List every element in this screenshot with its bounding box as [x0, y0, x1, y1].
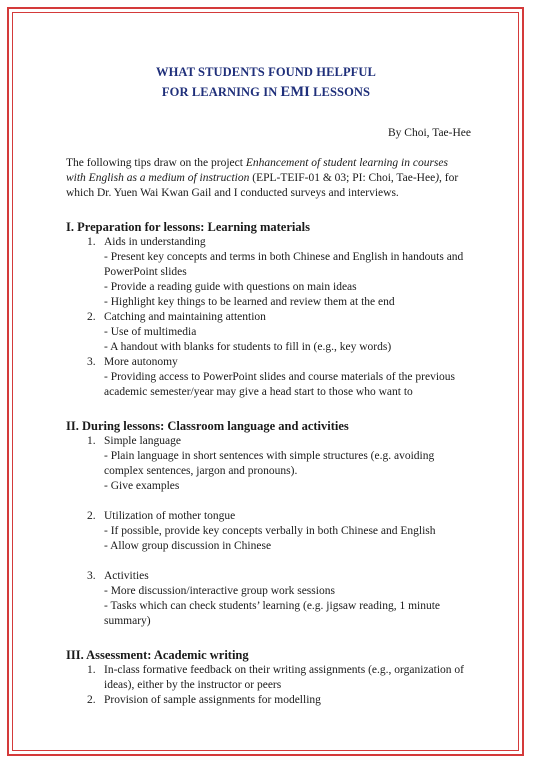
intro-close-paren: ) — [435, 172, 440, 184]
author-line: By Choi, Tae-Hee — [388, 127, 471, 139]
list-item-detail: - If possible, provide key concepts verbally in both Chinese and English — [104, 525, 436, 537]
section-heading: III. Assessment: Academic writing — [66, 648, 249, 662]
list-item-number: 3. — [87, 570, 96, 582]
intro-project-code: (EPL-TEIF-01 & 03; PI: Choi, Tae-Hee — [249, 172, 436, 184]
list-item-number: 3. — [87, 356, 96, 368]
list-item-title: In-class formative feedback on their writing assignments (e.g., organization of ideas), either by the instructor or peers — [104, 664, 465, 691]
title-line-2-prefix: FOR LEARNING IN — [161, 85, 281, 99]
list-item — [66, 509, 466, 554]
list-item-title: Simple language — [104, 435, 181, 447]
intro-project-title: Enhancement of student learning in courses with English as a medium of instruction — [66, 157, 448, 184]
section-list — [66, 434, 466, 629]
title-line-2-suffix: LESSONS — [309, 85, 371, 99]
document-title — [66, 62, 466, 102]
list-item-detail: - Plain language in short sentences with simple structures (e.g. avoiding complex sentences, jargon and pronouns). — [104, 450, 435, 477]
list-item — [66, 434, 466, 494]
list-item-detail: - Use of multimedia — [104, 326, 197, 338]
section-heading: I. Preparation for lessons: Learning materials — [66, 220, 310, 234]
list-item-title: More autonomy — [104, 356, 178, 368]
list-item-title: Aids in understanding — [104, 236, 206, 248]
list-item-detail: - A handout with blanks for students to fill in (e.g., key words) — [104, 341, 392, 353]
list-item — [66, 663, 466, 693]
list-item-detail: - Tasks which can check students’ learning (e.g. jigsaw reading, 1 minute summary) — [104, 600, 441, 627]
list-item-title: Provision of sample assignments for modelling — [104, 694, 321, 706]
intro-paragraph — [66, 156, 466, 201]
list-item-number: 2. — [87, 694, 96, 706]
sections — [66, 219, 466, 708]
section-heading: II. During lessons: Classroom language and activities — [66, 419, 349, 433]
section-list — [66, 663, 466, 708]
intro-rest: , for which Dr. Yuen Wai Kwan Gail and I conducted surveys and interviews. — [66, 172, 459, 199]
list-item-detail: - Allow group discussion in Chinese — [104, 540, 272, 552]
list-item — [66, 693, 466, 708]
list-item-detail: - Present key concepts and terms in both Chinese and English in handouts and PowerPoint slides — [104, 251, 464, 278]
list-item-detail: - Give examples — [104, 480, 180, 492]
list-item-number: 1. — [87, 435, 96, 447]
list-item — [66, 310, 466, 355]
list-item-title: Utilization of mother tongue — [104, 510, 236, 522]
list-item-detail: - Provide a reading guide with questions on main ideas — [104, 281, 357, 293]
list-item-number: 2. — [87, 311, 96, 323]
list-item-number: 1. — [87, 664, 96, 676]
title-line-1: WHAT STUDENTS FOUND HELPFUL — [156, 65, 376, 79]
title-line-2 — [66, 82, 466, 102]
list-item-detail: - Highlight key things to be learned and review them at the end — [104, 296, 395, 308]
list-item-title: Activities — [104, 570, 149, 582]
list-item-number: 2. — [87, 510, 96, 522]
list-item-detail: - More discussion/interactive group work sessions — [104, 585, 335, 597]
intro-pre: The following tips draw on the project — [66, 157, 246, 169]
list-item — [66, 235, 466, 310]
document-body — [66, 62, 471, 708]
list-item — [66, 355, 466, 400]
section-list — [66, 235, 466, 400]
list-item — [66, 569, 466, 629]
list-item-detail: - Providing access to PowerPoint slides and course materials of the previous academic semester/year may give a head start to those who want to — [104, 371, 455, 398]
list-item-number: 1. — [87, 236, 96, 248]
title-emi: EMI — [280, 84, 310, 100]
list-item-title: Catching and maintaining attention — [104, 311, 266, 323]
